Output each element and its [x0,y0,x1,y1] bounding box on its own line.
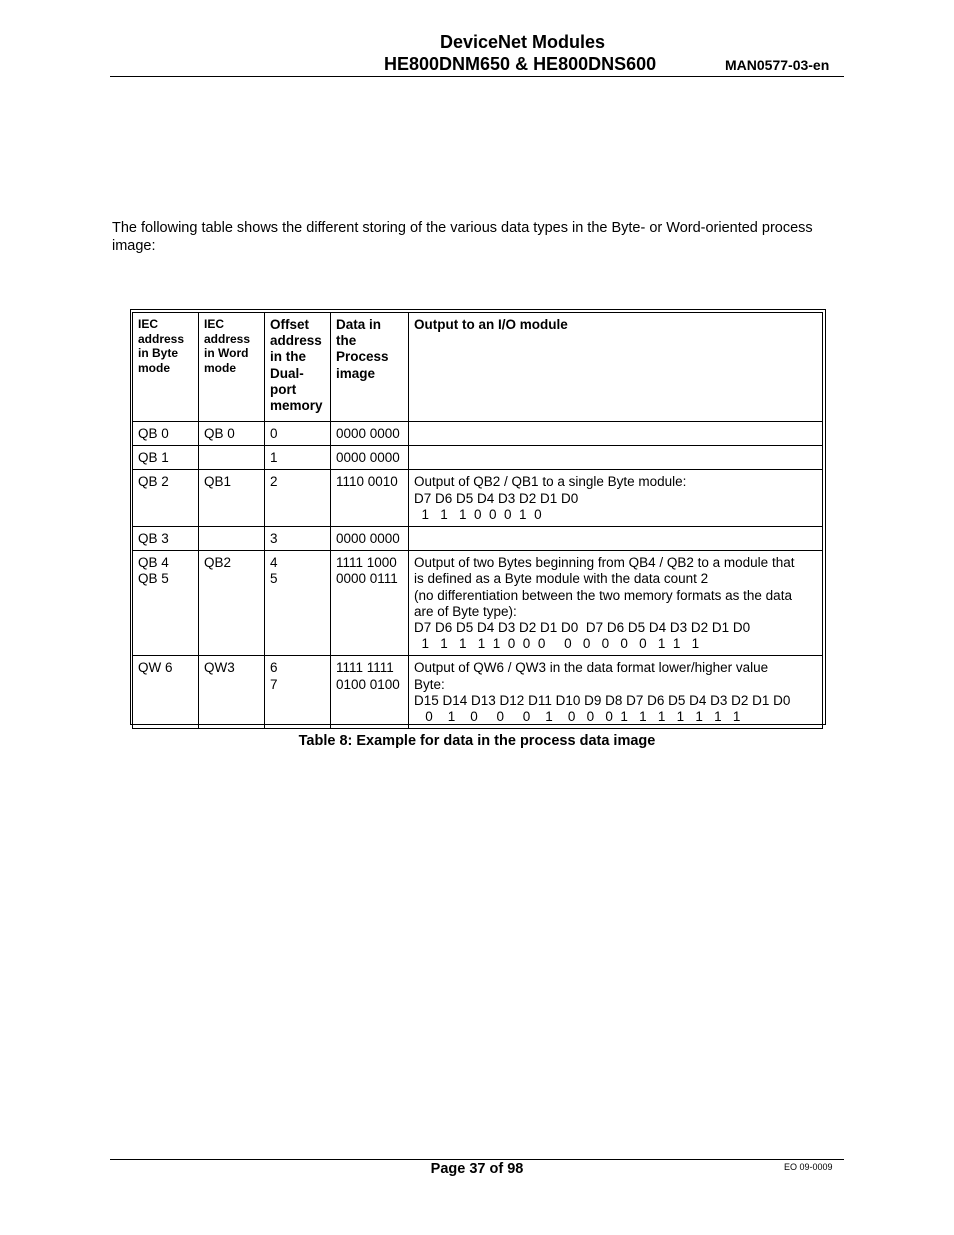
column-header-output: Output to an I/O module [409,313,823,422]
table-caption: Table 8: Example for data in the process data image [298,733,656,749]
table-cell: 1111 1111 0100 0100 [331,656,409,729]
table-cell: QB 1 [133,446,199,470]
header-title-line1: DeviceNet Modules [440,32,606,52]
table-cell: Output of two Bytes beginning from QB4 / QB2 to a module that is defined as a Byte module with the data count 2 (no differentiation between the two memory formats as the data are of Byte type): D7 D6 D5 D4 D3 D2 D1 D0 D7 D6 D5 D4 D3 D2 D1 D0 1 1 1 1 1 0 0 0 0 0 0 0 0 1 1 1 [409,551,823,656]
process-image-table-frame [130,309,826,725]
process-image-table [132,312,823,729]
document-code: MAN0577-03-en [725,57,830,73]
eo-number: EO 09-0009 [784,1162,833,1172]
table-row [133,551,823,656]
table-cell: 0000 0000 [331,527,409,551]
table-cell: QB 4 QB 5 [133,551,199,656]
table-cell: QB 0 [133,422,199,446]
table-cell: QB 0 [199,422,265,446]
table-cell: 3 [265,527,331,551]
table-cell: QB 2 [133,470,199,527]
table-cell: 0000 0000 [331,446,409,470]
table-row [133,422,823,446]
table-header-row [133,313,823,422]
table-cell: 6 7 [265,656,331,729]
table-cell [409,422,823,446]
intro-paragraph: The following table shows the different storing of the various data types in the Byte- or Word-oriented process image: [112,220,813,254]
column-header-data: Data in the Process image [331,313,409,422]
table-cell [409,527,823,551]
table-cell: QB2 [199,551,265,656]
column-header-offset: Offset address in the Dual-port memory [265,313,331,422]
header-divider [110,76,844,77]
header-title-line2: HE800DNM650 & HE800DNS600 [384,54,657,74]
page-number: Page 37 of 98 [430,1161,524,1177]
column-header-byte-mode: IEC address in Byte mode [133,313,199,422]
table-cell: QW3 [199,656,265,729]
table-row [133,446,823,470]
table-cell [199,527,265,551]
table-cell [199,446,265,470]
table-row [133,656,823,729]
footer-divider [110,1159,844,1160]
column-header-word-mode: IEC address in Word mode [199,313,265,422]
table-row [133,527,823,551]
table-cell: Output of QW6 / QW3 in the data format lower/higher value Byte: D15 D14 D13 D12 D11 D10 D9 D8 D7 D6 D5 D4 D3 D2 D1 D0 0 1 0 0 0 1 0 0 0 1 1 1 1 1 1 1 [409,656,823,729]
table-cell: 0 [265,422,331,446]
table-cell: 1 [265,446,331,470]
table-row [133,470,823,527]
table-cell: 0000 0000 [331,422,409,446]
table-cell: QW 6 [133,656,199,729]
table-cell: 1110 0010 [331,470,409,527]
table-cell: Output of QB2 / QB1 to a single Byte module: D7 D6 D5 D4 D3 D2 D1 D0 1 1 1 0 0 0 1 0 [409,470,823,527]
table-cell: 2 [265,470,331,527]
table-cell: QB1 [199,470,265,527]
table-cell: 1111 1000 0000 0111 [331,551,409,656]
table-cell [409,446,823,470]
table-cell: 4 5 [265,551,331,656]
table-cell: QB 3 [133,527,199,551]
